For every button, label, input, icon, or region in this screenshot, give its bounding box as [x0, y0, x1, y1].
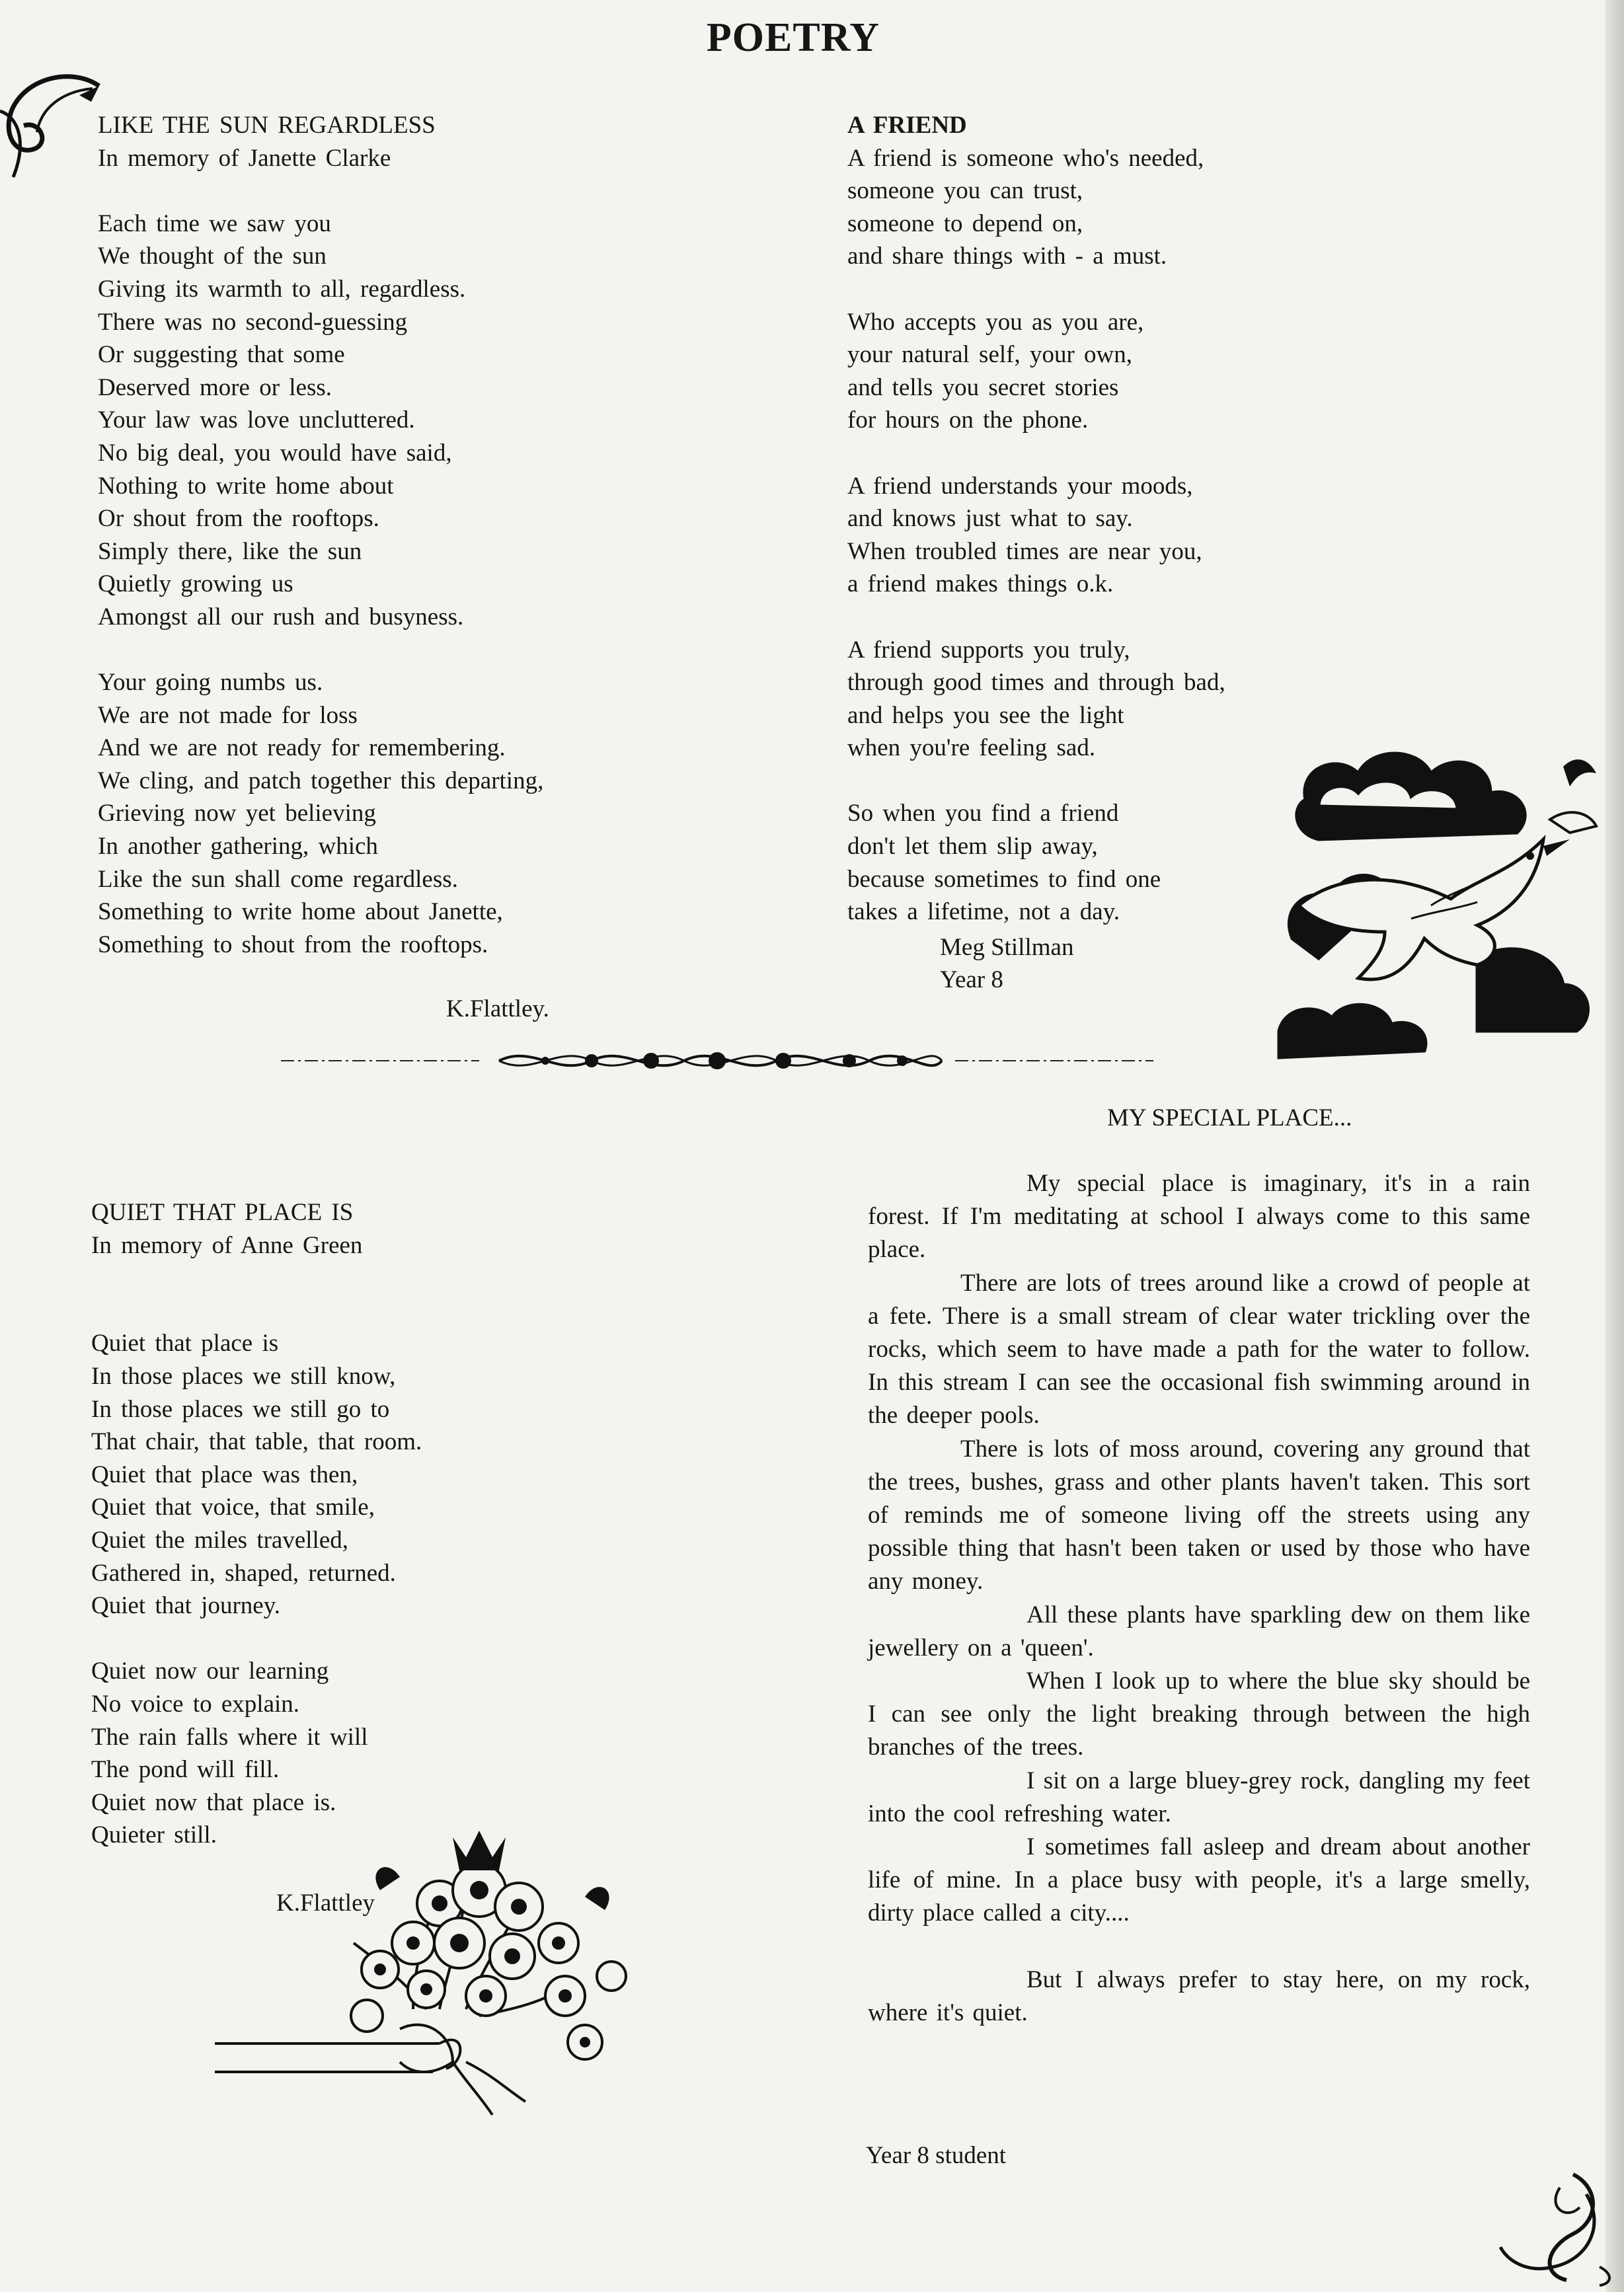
poem-line: Who accepts you as you are, [847, 308, 1144, 336]
poem-line: Each time we saw you [98, 210, 331, 237]
poem-author: K.Flattley [276, 1890, 375, 1917]
essay-paragraph: All these plants have sparkling dew on them like jewellery on a 'queen'. [868, 1601, 1530, 1662]
poem-line: A friend supports you truly, [847, 636, 1130, 664]
poem-line: takes a lifetime, not a day. [847, 898, 1120, 926]
essay-paragraph: My special place is imaginary, it's in a rain forest. If I'm meditating at school I always come to this same place. [868, 1170, 1530, 1264]
poem-line: Nothing to write home about [98, 472, 394, 500]
poem-line: A friend is someone who's needed, [847, 144, 1204, 172]
poem-line: Quiet now that place is. [91, 1788, 336, 1816]
poem-line: Deserved more or less. [98, 373, 332, 401]
poem-line: Amongst all our rush and busyness. [98, 603, 464, 630]
poem-line: We are not made for loss [98, 701, 358, 729]
poem-line: Or suggesting that some [98, 341, 345, 369]
poem-line: Quietly growing us [98, 570, 293, 598]
essay-paragraph: When I look up to where the blue sky should be I can see only the light breaking through between the high branches of the trees. [868, 1667, 1530, 1761]
poem-line: Like the sun shall come regardless. [98, 865, 458, 893]
poem-dedication: In memory of Anne Green [91, 1231, 363, 1259]
flower-bouquet-icon [215, 1811, 717, 2115]
essay-title: MY SPECIAL PLACE... [1107, 1104, 1352, 1131]
page-title: POETRY [706, 15, 880, 60]
essay-paragraph: But I always prefer to stay here, on my rock, where it's quiet. [868, 1966, 1530, 2026]
poem-a-friend [847, 109, 1225, 929]
poem-line: your natural self, your own, [847, 341, 1133, 369]
poem-line: The pond will fill. [91, 1756, 280, 1784]
poem-quiet-that-place [91, 1196, 422, 1852]
poem-line: don't let them slip away, [847, 833, 1098, 860]
poem-line: We thought of the sun [98, 243, 327, 270]
poem-line: Quiet that place is [91, 1330, 279, 1357]
poem-line: There was no second-guessing [98, 308, 408, 336]
poem-line: because sometimes to find one [847, 865, 1161, 893]
poem-author: K.Flattley. [446, 995, 549, 1022]
poem-dedication: In memory of Janette Clarke [98, 144, 391, 172]
poem-line: Your law was love uncluttered. [98, 406, 415, 434]
poem-line: Quiet that journey. [91, 1592, 281, 1620]
poem-line: In those places we still know, [91, 1362, 396, 1390]
poem-line: Giving its warmth to all, regardless. [98, 275, 466, 303]
poem-line: someone you can trust, [847, 177, 1083, 205]
poem-line: We cling, and patch together this departing, [98, 767, 544, 794]
essay-body [868, 1167, 1530, 2030]
poem-line: Grieving now yet believing [98, 800, 376, 827]
corner-flourish-icon [0, 71, 106, 184]
poem-line: And we are not ready for remembering. [98, 734, 506, 762]
poem-line: and tells you secret stories [847, 373, 1119, 401]
poem-author: Meg Stillman [940, 934, 1074, 961]
poem-line: Or shout from the rooftops. [98, 505, 379, 533]
poem-title: QUIET THAT PLACE IS [91, 1199, 354, 1226]
poem-line: No voice to explain. [91, 1690, 300, 1718]
poem-line: Gathered in, shaped, returned. [91, 1559, 396, 1587]
essay-paragraph: I sometimes fall asleep and dream about another life of mine. In a place busy with people, it's a large smelly, dirty place called a city.... [868, 1833, 1530, 1927]
floral-divider-icon [281, 1041, 1153, 1081]
author-year: Year 8 [940, 966, 1003, 993]
poem-line: and helps you see the light [847, 701, 1124, 729]
poem-line: a friend makes things o.k. [847, 570, 1114, 598]
poem-line: No big deal, you would have said, [98, 439, 452, 467]
poem-like-the-sun [98, 109, 543, 961]
poem-title: A FRIEND [847, 112, 967, 139]
dove-with-clouds-icon [1279, 740, 1609, 1071]
poem-line: In another gathering, which [98, 833, 378, 860]
poem-line: Your going numbs us. [98, 669, 323, 697]
poem-line: A friend understands your moods, [847, 472, 1193, 500]
poem-line: Quiet now our learning [91, 1658, 329, 1685]
poem-line: Simply there, like the sun [98, 537, 362, 565]
poem-line: Quiet that voice, that smile, [91, 1494, 375, 1521]
essay-paragraph: There is lots of moss around, covering any ground that the trees, bushes, grass and other plants haven't taken. This sort of reminds me of someone living off the streets using any possible thing that hasn't been taken or used by those who have any money. [868, 1435, 1530, 1595]
corner-flourish-icon [1500, 2168, 1613, 2287]
poem-line: When troubled times are near you, [847, 537, 1202, 565]
poem-line: Something to write home about Janette, [98, 898, 503, 926]
poem-line: Quieter still. [91, 1821, 217, 1849]
poem-line: The rain falls where it will [91, 1723, 368, 1751]
poem-line: when you're feeling sad. [847, 734, 1096, 762]
page-edge-shadow [1605, 0, 1624, 2292]
essay-paragraph: I sit on a large bluey-grey rock, dangling my feet into the cool refreshing water. [868, 1767, 1530, 1827]
poem-line: for hours on the phone. [847, 406, 1089, 434]
poem-line: Something to shout from the rooftops. [98, 931, 488, 958]
essay-paragraph: There are lots of trees around like a crowd of people at a fete. There is a small stream of clear water trickling over the rocks, which seem to have made a path for the water to follow. In this stream I can see the occasional fish swimming around in the deeper pools. [868, 1269, 1530, 1430]
essay-author: Year 8 student [866, 2142, 1007, 2169]
poem-line: and knows just what to say. [847, 505, 1133, 533]
poem-line: So when you find a friend [847, 800, 1119, 827]
poem-title: LIKE THE SUN REGARDLESS [98, 112, 436, 139]
poem-line: Quiet that place was then, [91, 1461, 358, 1488]
poem-line: through good times and through bad, [847, 669, 1225, 697]
poem-line: someone to depend on, [847, 210, 1083, 237]
poem-line: In those places we still go to [91, 1395, 390, 1423]
poem-line: That chair, that table, that room. [91, 1428, 422, 1456]
poem-line: and share things with - a must. [847, 243, 1167, 270]
poem-line: Quiet the miles travelled, [91, 1526, 348, 1554]
